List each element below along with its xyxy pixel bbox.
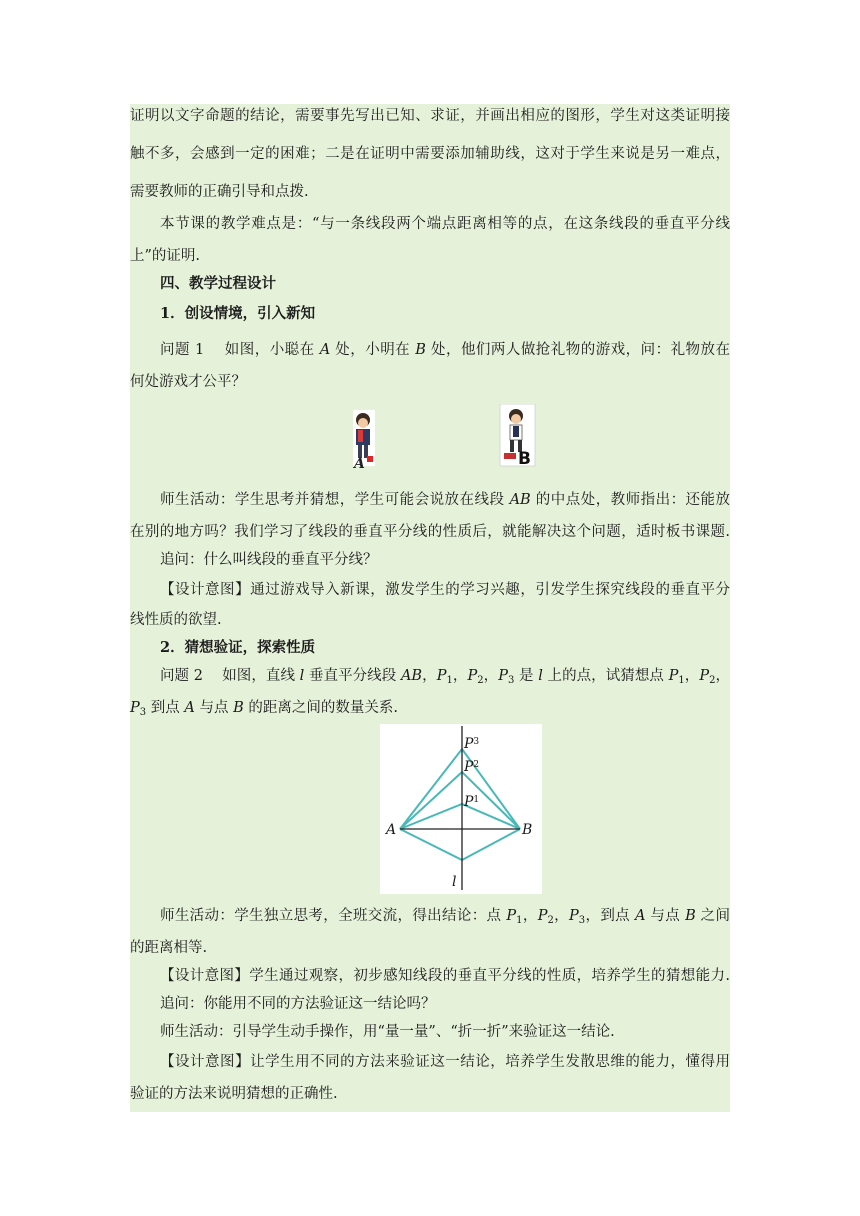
- label-b: B: [522, 822, 533, 838]
- design-intent-line: 验证的方法来说明猜想的正确性.: [130, 1086, 338, 1102]
- document-page: [130, 104, 730, 1112]
- design-intent-line: 【设计意图】学生通过观察，初步感知线段的垂直平分线的性质，培养学生的猜想能力.: [160, 968, 730, 984]
- question-2-line: $P_3$ 到点 A 与点 B 的距离之间的数量关系.: [130, 700, 398, 718]
- activity-3-line: 师生活动：引导学生动手操作，用“量一量”、“折一折”来验证这一结论.: [160, 1024, 615, 1040]
- figure-two-kids: [350, 404, 550, 474]
- label-p2: $P^2$: [464, 759, 480, 775]
- design-intent-line: 【设计意图】让学生用不同的方法来验证这一结论，培养学生发散思维的能力，懂得用: [160, 1054, 730, 1070]
- section-heading: 四、教学过程设计: [160, 275, 276, 292]
- activity-1-line: 师生活动：学生思考并猜想，学生可能会说放在线段 AB 的中点处，教师指出：还能放: [160, 492, 731, 508]
- segment-a-lower-b: [400, 829, 520, 860]
- activity-2-line: 师生活动：学生独立思考，全班交流，得出结论：点 $P_1$，$P_2$，$P_3$，到点 A 与点 B 之间: [160, 908, 731, 926]
- paragraph-line: 需要教师的正确引导和点拨.: [130, 184, 309, 200]
- subsection-heading: 2．猜想验证，探索性质: [160, 639, 316, 656]
- paragraph-line: 触不多，会感到一定的困难；二是在证明中需要添加辅助线，这对于学生来说是另一难点，: [130, 146, 730, 162]
- activity-1-line: 在别的地方吗？我们学习了线段的垂直平分线的性质后，就能解决这个问题，适时板书课题.: [130, 524, 730, 540]
- figure-perpendicular-bisector: [380, 724, 542, 894]
- segment-a-p1-b: [400, 804, 520, 829]
- paragraph-line: 本节课的教学难点是：“与一条线段两个端点距离相等的点，在这条线段的垂直平分线: [160, 216, 730, 232]
- design-intent-line: 【设计意图】通过游戏导入新课，激发学生的学习兴趣，引发学生探究线段的垂直平分: [160, 582, 730, 598]
- subsection-heading: 1．创设情境，引入新知: [160, 305, 316, 322]
- label-a: A: [354, 456, 365, 472]
- label-b: B: [518, 449, 531, 469]
- question-1-line: 问题 1 如图，小聪在 A 处，小明在 B 处，他们两人做抢礼物的游戏，问：礼物放在: [160, 342, 730, 358]
- paragraph-line: 上”的证明.: [130, 248, 201, 264]
- activity-2-line: 的距离相等.: [130, 940, 208, 956]
- label-a: A: [386, 822, 397, 838]
- triangle-diagram: [380, 724, 542, 894]
- follow-up-question: 追问：你能用不同的方法验证这一结论吗？: [160, 996, 436, 1012]
- question-1-line: 何处游戏才公平？: [130, 374, 246, 390]
- label-p1: $P^1$: [464, 794, 480, 810]
- design-intent-line: 线性质的欲望.: [130, 612, 222, 628]
- label-l: l: [452, 874, 457, 890]
- label-p3: $P^3$: [464, 736, 480, 752]
- follow-up-question: 追问：什么叫线段的垂直平分线？: [160, 552, 378, 568]
- question-2-line: 问题 2 如图，直线 l 垂直平分线段 AB，$P_1$，$P_2$，$P_3$ 是 l 上的点，试猜想点 $P_1$，$P_2$，: [160, 668, 731, 686]
- paragraph-line: 证明以文字命题的结论，需要事先写出已知、求证，并画出相应的图形，学生对这类证明接: [130, 108, 730, 124]
- segment-a-p3-b: [400, 749, 520, 829]
